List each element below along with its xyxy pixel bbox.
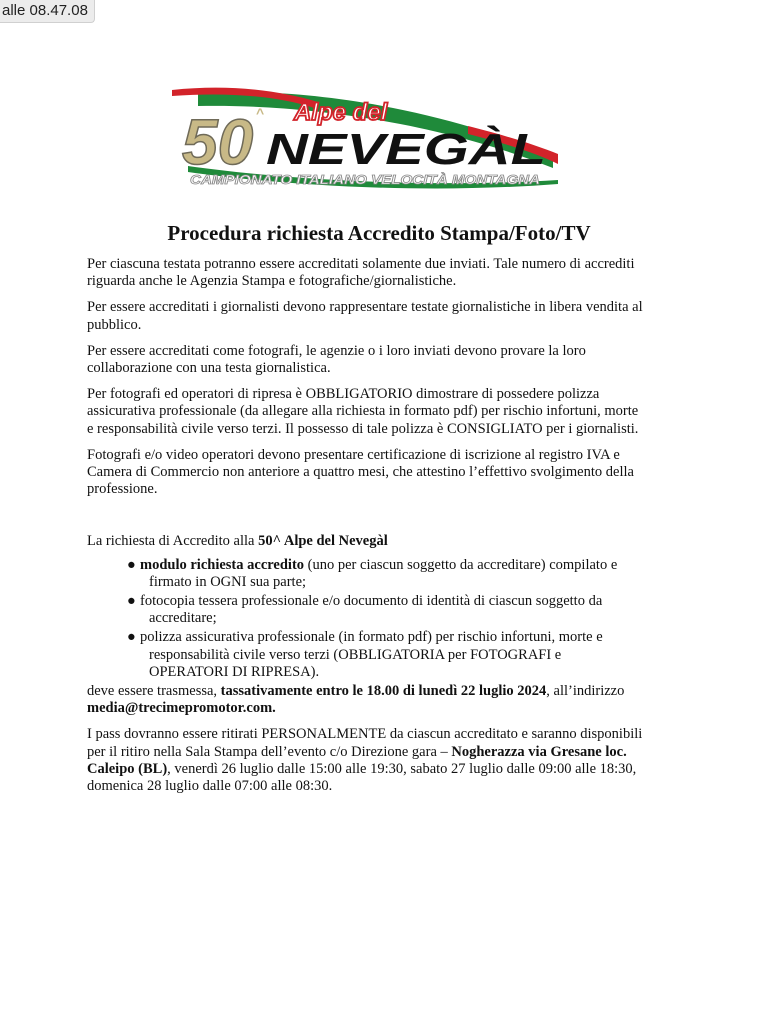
list-item-bold: modulo richiesta accredito — [140, 556, 305, 573]
submission-text: , all’indirizzo — [546, 683, 625, 700]
paragraph: Per essere accreditati i giornalisti devono rappresentare testate giornalistiche in libera vendita al pubblico. — [87, 299, 643, 333]
list-item — [127, 557, 643, 591]
bullet-icon: ● — [127, 556, 136, 573]
pass-text: I pass dovranno essere ritirati PERSONALMENTE da ciascun accreditato e saranno disponibili per il ritiro nella Sala Stampa dell’evento c/o Direzione gara – — [87, 726, 643, 760]
paragraph: Fotografi e/o video operatori devono presentare certificazione di iscrizione al registro IVA e Camera di Commercio non anteriore a quattro mesi, che attestino l’effettivo svolgimento della professione. — [87, 446, 634, 498]
event-logo — [168, 84, 560, 206]
list-item-text: fotocopia tessera professionale e/o documento di identità di ciascun soggetto da — [140, 593, 603, 610]
list-item-text: (uno per ciascun soggetto da accreditare) compilato e — [304, 556, 618, 573]
logo-number: 50 — [182, 106, 254, 178]
submission-text: deve essere trasmessa, — [87, 683, 221, 700]
list-item-text: firmato in OGNI sua parte; — [149, 573, 307, 590]
submission-note — [87, 683, 643, 717]
list-item-text: OPERATORI DI RIPRESA). — [149, 663, 320, 680]
list-item-text: polizza assicurativa professionale (in formato pdf) per rischio infortuni, morte e — [140, 629, 603, 646]
pass-text: , venerdì 26 luglio dalle 15:00 alle 19:30, sabato 27 luglio dalle 09:00 alle 18:30, domenica 28 luglio dalle 07:00 alle 08:30. — [87, 760, 637, 795]
request-intro — [87, 533, 643, 550]
paragraph: Per ciascuna testata potranno essere accreditati solamente due inviati. Tale numero di accrediti riguarda anche le Agenzia Stampa e fotografiche/giornalistiche. — [87, 256, 635, 290]
pass-location: Nogherazza via Gresane loc. Caleipo (BL) — [87, 743, 627, 777]
bullet-icon: ● — [127, 593, 136, 610]
paragraph: Per fotografi ed operatori di ripresa è OBBLIGATORIO dimostrare di possedere polizza assicurativa professionale (da allegare alla richiesta in formato pdf) per rischio infortuni, morte e responsabilità civile verso terzi. Il possesso di tale polizza è CONSIGLIATO per i giornalisti. — [87, 386, 639, 437]
paragraph: Per essere accreditati come fotografi, le agenzie o i loro inviati devono provare la loro collaborazione con una testa giornalistica. — [87, 342, 586, 377]
pass-info — [87, 726, 643, 795]
page-title: Procedura richiesta Accredito Stampa/Foto/TV — [167, 221, 591, 245]
list-item-text: responsabilità civile verso terzi (OBBLIGATORIA per FOTOGRAFI e — [149, 646, 562, 663]
deadline: tassativamente entro le 18.00 di lunedì 22 luglio 2024 — [220, 683, 547, 700]
timestamp-badge: alle 08.47.08 — [0, 0, 95, 23]
logo-top-text: Alpe del — [294, 99, 388, 126]
email-address: media@trecimepromotor.com — [87, 700, 273, 717]
bullet-icon: ● — [127, 629, 136, 646]
list-item — [127, 593, 643, 627]
list-item-text: accreditare; — [149, 610, 217, 627]
list-item — [127, 629, 643, 681]
logo-ordinal: ^ — [256, 105, 265, 121]
logo-bottom-text: CAMPIONATO ITALIANO VELOCITÀ MONTAGNA — [190, 172, 540, 187]
document-body — [87, 256, 643, 804]
logo-main-text: NEVEGÀL — [266, 125, 479, 174]
submission-end: . — [272, 700, 276, 717]
event-name: 50^ Alpe del Nevegàl — [258, 533, 388, 550]
requirements-list — [87, 557, 643, 681]
request-intro-text: La richiesta di Accredito alla — [87, 533, 259, 550]
